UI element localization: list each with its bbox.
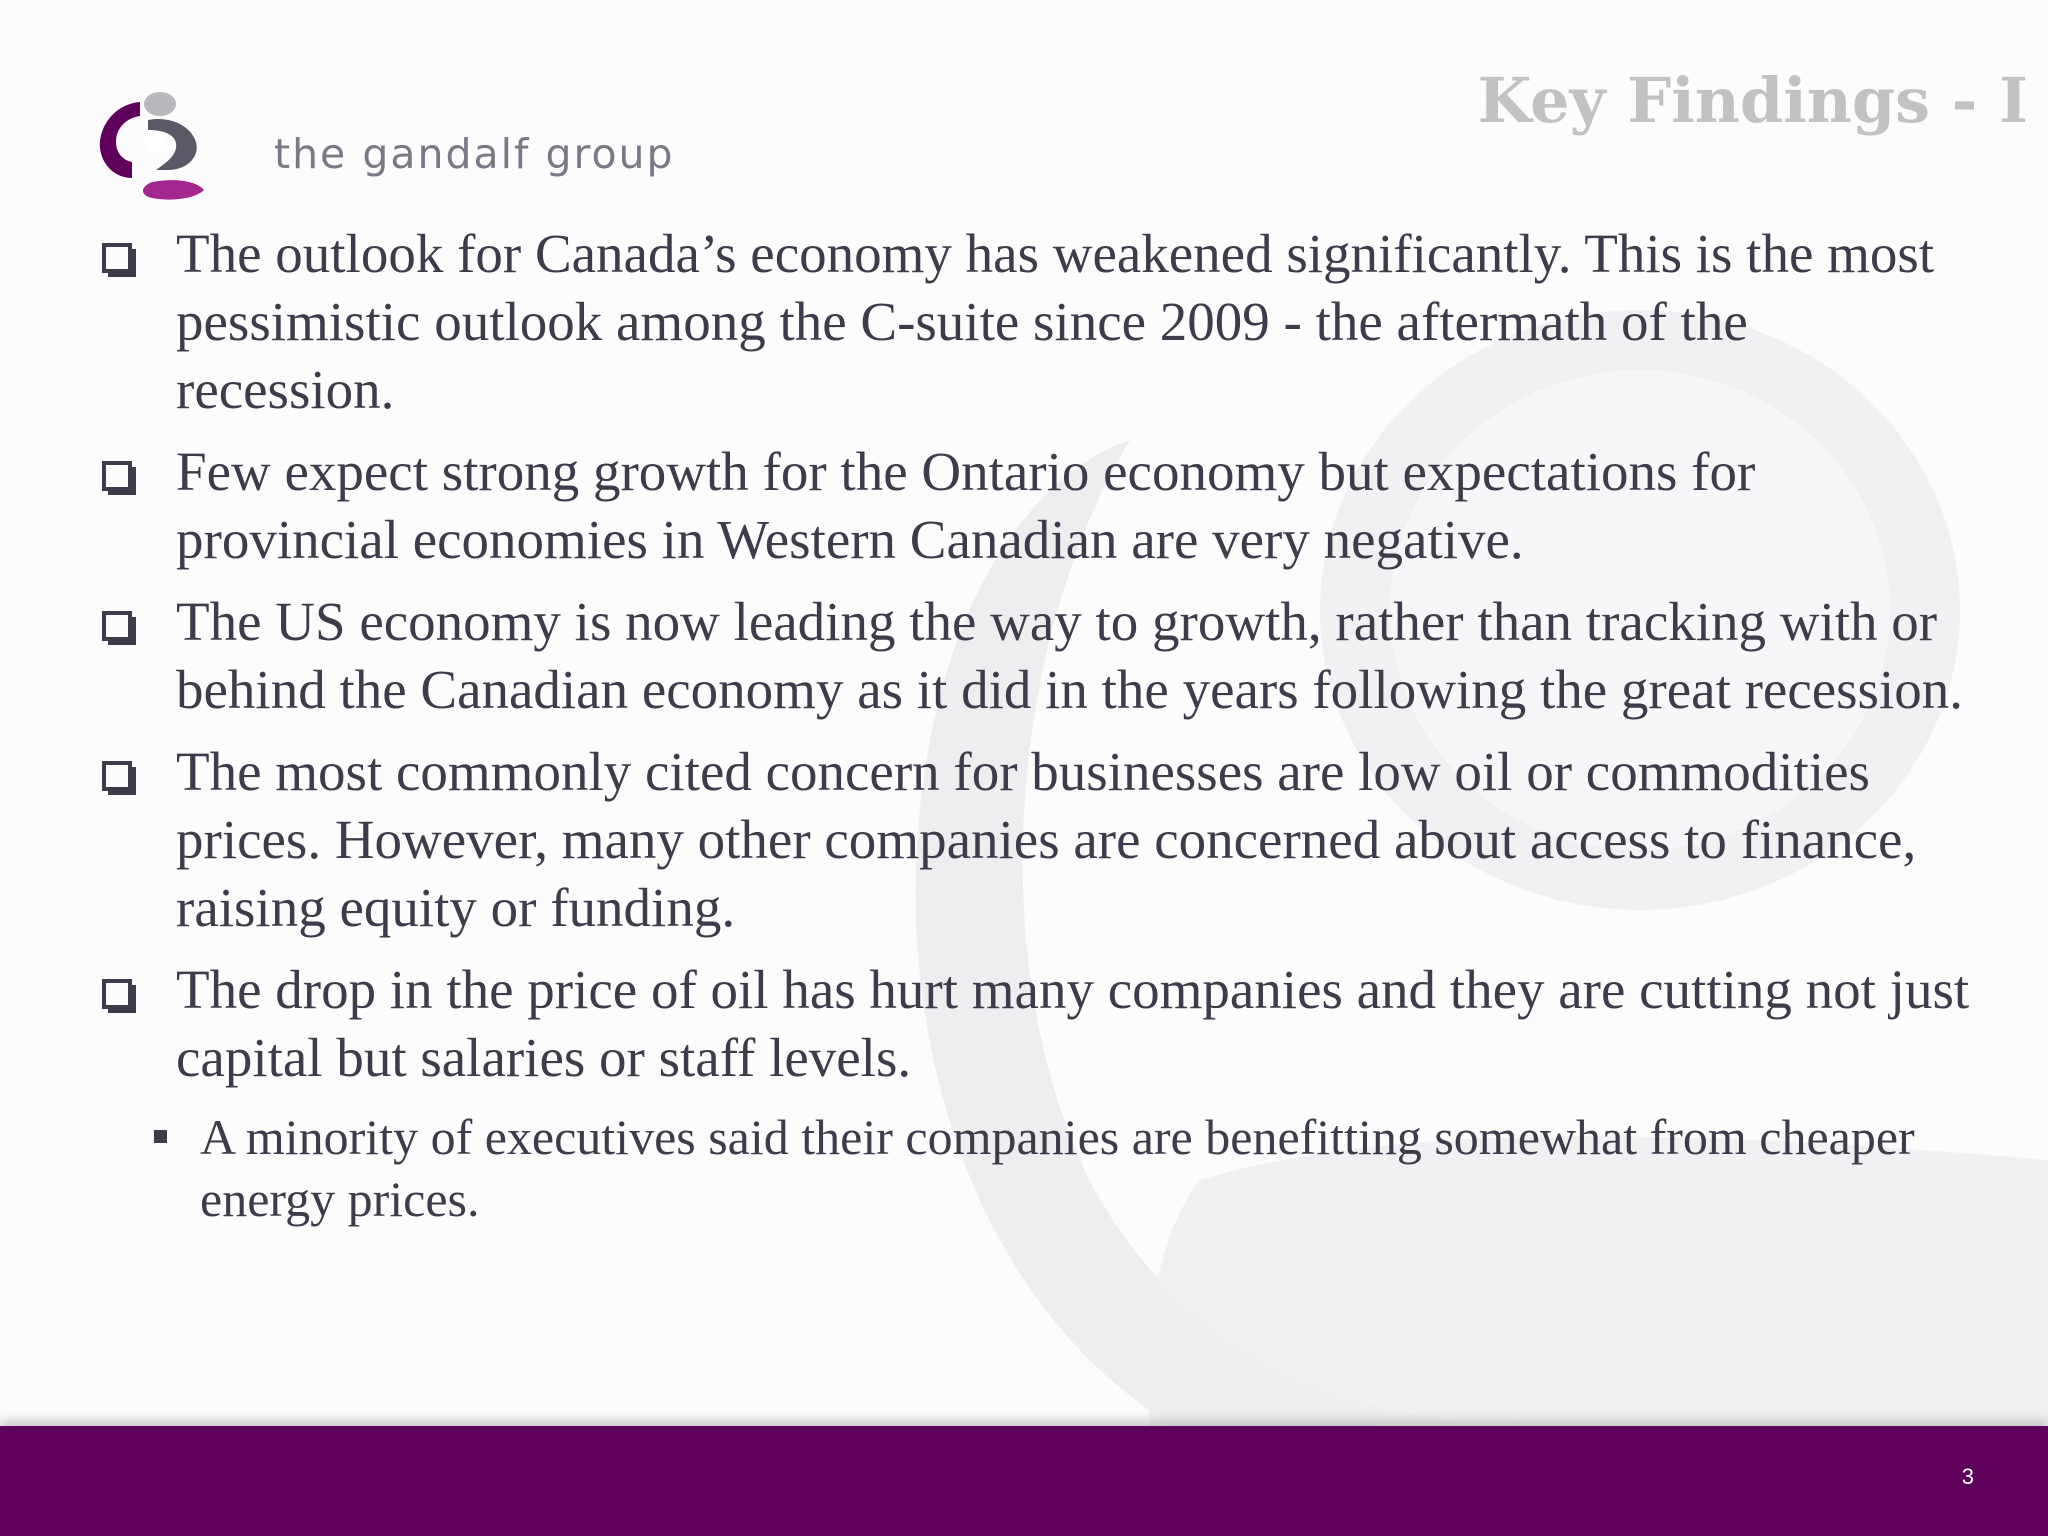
finding-bullet (98, 220, 1978, 424)
gandalf-g-logo-icon (92, 90, 222, 200)
finding-text: Few expect strong growth for the Ontario economy but expectations for provincial economies in Western Canadian are very negative. (176, 441, 1756, 570)
logo-wordmark: the gandalf group (274, 130, 675, 178)
footer-bar (0, 1426, 2048, 1536)
key-findings-list (98, 220, 1978, 1230)
finding-bullet (98, 438, 1978, 574)
page-number: 3 (1961, 1464, 1974, 1489)
finding-text: The US economy is now leading the way to growth, rather than tracking with or behind the Canadian economy as it did in the years following the great recession. (176, 591, 1963, 720)
hollow-square-bullet-icon (102, 761, 132, 791)
slide-title: Key Findings - I (1477, 64, 2028, 137)
gandalf-group-logo (92, 90, 675, 200)
finding-bullet (98, 588, 1978, 724)
finding-text: The most commonly cited concern for businesses are low oil or commodities prices. However, many other companies are concerned about access to finance, raising equity or funding. (176, 741, 1917, 938)
finding-text: The outlook for Canada’s economy has weakened significantly. This is the most pessimistic outlook among the C-suite since 2009 - the aftermath of the recession. (176, 223, 1935, 420)
sub-finding-bullet (98, 1106, 1978, 1230)
hollow-square-bullet-icon (102, 979, 132, 1009)
sub-finding-text: A minority of executives said their companies are benefitting somewhat from cheaper energy prices. (200, 1109, 1915, 1227)
hollow-square-bullet-icon (102, 243, 132, 273)
finding-bullet (98, 738, 1978, 942)
filled-square-bullet-icon (154, 1130, 167, 1143)
hollow-square-bullet-icon (102, 611, 132, 641)
hollow-square-bullet-icon (102, 461, 132, 491)
finding-bullet (98, 956, 1978, 1092)
finding-text: The drop in the price of oil has hurt many companies and they are cutting not just capital but salaries or staff levels. (176, 959, 1970, 1088)
